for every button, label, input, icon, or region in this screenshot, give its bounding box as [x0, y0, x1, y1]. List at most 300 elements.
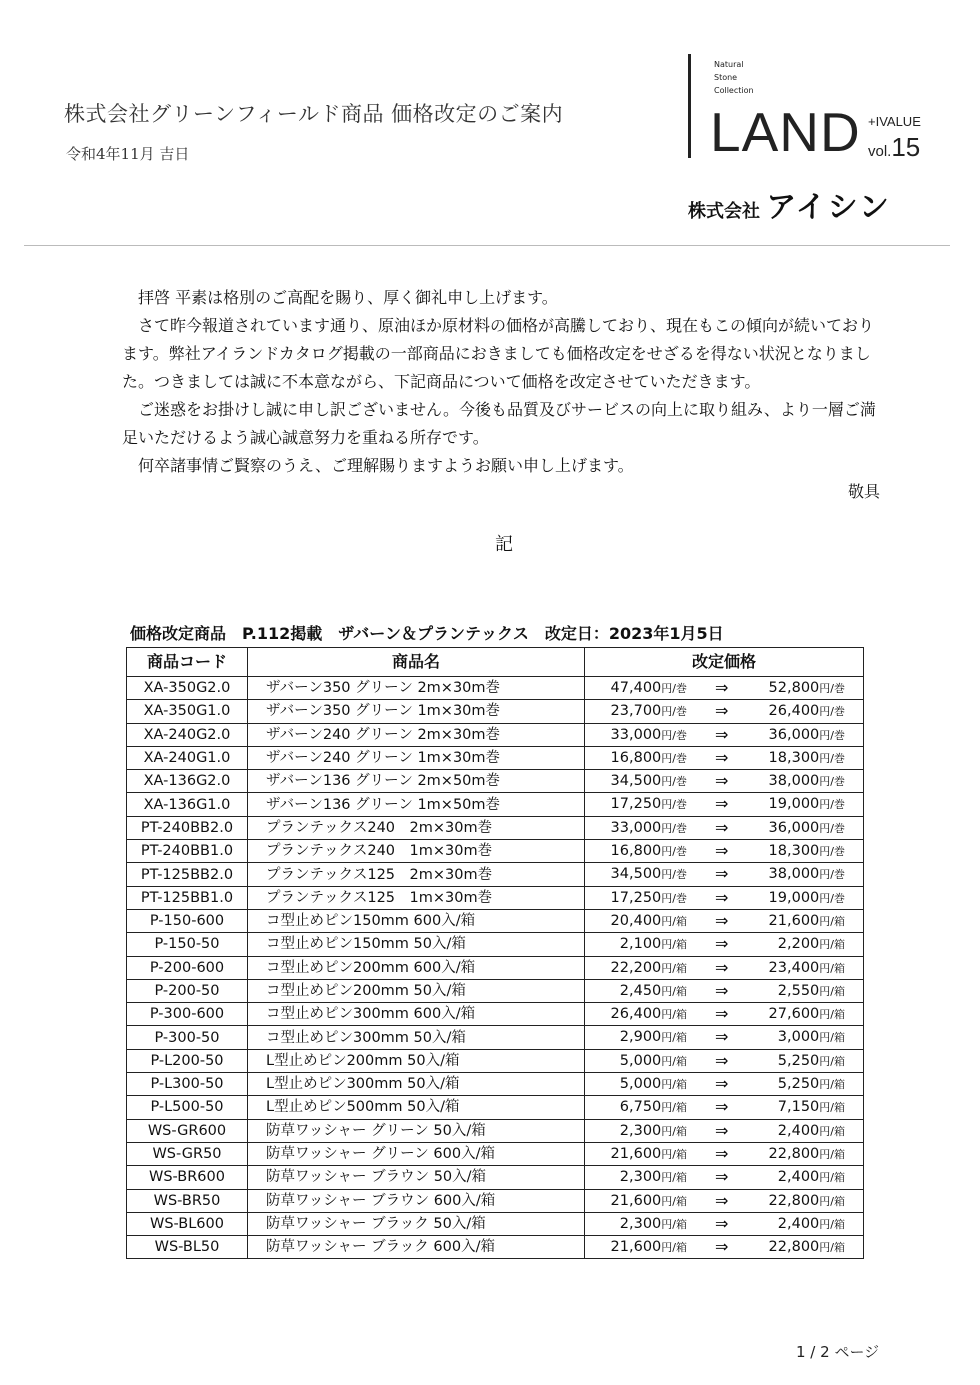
old-price — [611, 840, 687, 863]
header-divider — [24, 245, 950, 246]
old-price-value: 33,000 — [610, 819, 662, 836]
logo-vol-number: 15 — [891, 132, 921, 162]
new-price-value: 5,250 — [777, 1052, 820, 1069]
product-name: コ型止めピン300mm 50入/箱 — [248, 1026, 585, 1049]
new-price — [769, 887, 845, 910]
price-unit: 円/巻 — [819, 798, 845, 812]
table-row — [127, 700, 864, 723]
table-header-row — [127, 648, 864, 677]
price-unit: 円/箱 — [661, 1171, 687, 1185]
product-name: ザバーン350 グリーン 1m×30m巻 — [248, 700, 585, 723]
old-price-value: 2,900 — [619, 1029, 662, 1046]
new-price — [778, 1026, 845, 1049]
product-code: WS-GR50 — [127, 1142, 248, 1165]
arrow-icon: ⇒ — [715, 864, 729, 884]
new-price — [769, 747, 845, 770]
table-row — [127, 677, 864, 700]
price-cell — [585, 1049, 864, 1072]
old-price-value: 2,300 — [619, 1122, 662, 1139]
price-unit: 円/巻 — [661, 775, 687, 789]
price-unit: 円/箱 — [819, 1171, 845, 1185]
price-cell — [585, 816, 864, 839]
product-code: WS-BL600 — [127, 1212, 248, 1235]
price-cell — [585, 886, 864, 909]
price-unit: 円/箱 — [661, 1217, 687, 1231]
price-unit: 円/巻 — [661, 751, 687, 765]
new-price-value: 23,400 — [768, 959, 820, 976]
product-name: プランテックス240 2m×30m巻 — [248, 816, 585, 839]
arrow-icon: ⇒ — [715, 1004, 729, 1024]
old-price-value: 2,450 — [619, 982, 662, 999]
old-price-value: 21,600 — [610, 1145, 662, 1162]
price-cell — [585, 863, 864, 886]
new-price-value: 38,000 — [768, 773, 820, 790]
price-cell — [585, 1096, 864, 1119]
new-price — [769, 677, 845, 700]
letter-paragraph: ご迷惑をお掛けし誠に申し訳ございません。今後も品質及びサービスの向上に取り組み、より一層ご満足いただけるよう誠心誠意努力を重ねる所存です。 — [122, 400, 876, 447]
price-cell — [585, 1073, 864, 1096]
logo-tagline — [714, 58, 754, 97]
new-price — [778, 933, 845, 956]
price-unit: 円/箱 — [819, 1124, 845, 1138]
company-prefix: 株式会社 — [688, 201, 760, 222]
table-row — [127, 979, 864, 1002]
island-logo — [686, 52, 936, 225]
new-price-value: 18,300 — [768, 843, 820, 860]
product-code: XA-240G1.0 — [127, 746, 248, 769]
product-code: WS-BR600 — [127, 1166, 248, 1189]
table-row — [127, 1166, 864, 1189]
price-cell — [585, 1212, 864, 1235]
new-price — [769, 793, 845, 816]
logo-stone: Stone — [714, 73, 738, 82]
price-unit: 円/箱 — [661, 984, 687, 998]
letter-paragraph: 何卒諸事情ご賢察のうえ、ご理解賜りますようお願い申し上げます。 — [138, 456, 634, 475]
table-row — [127, 956, 864, 979]
arrow-icon: ⇒ — [715, 934, 729, 954]
old-price — [620, 1096, 687, 1119]
arrow-icon: ⇒ — [715, 887, 729, 907]
price-unit: 円/箱 — [661, 1054, 687, 1068]
old-price — [620, 980, 687, 1003]
logo-land: LAND — [710, 101, 861, 163]
new-price-value: 52,800 — [768, 680, 820, 696]
price-unit: 円/巻 — [661, 845, 687, 859]
old-price-value: 2,100 — [619, 936, 662, 953]
new-price-value: 36,000 — [768, 726, 820, 743]
new-price — [778, 1120, 845, 1143]
arrow-icon: ⇒ — [715, 771, 729, 791]
table-row — [127, 770, 864, 793]
old-price — [611, 1236, 687, 1259]
arrow-icon: ⇒ — [715, 724, 729, 744]
new-price-value: 26,400 — [768, 703, 820, 720]
new-price — [769, 1143, 845, 1166]
price-unit: 円/箱 — [661, 1147, 687, 1161]
price-cell — [585, 1189, 864, 1212]
price-cell — [585, 1003, 864, 1026]
table-row — [127, 863, 864, 886]
product-name: プランテックス125 1m×30m巻 — [248, 886, 585, 909]
product-code: XA-350G1.0 — [127, 700, 248, 723]
product-code: XA-350G2.0 — [127, 677, 248, 700]
price-unit: 円/箱 — [661, 1031, 687, 1045]
product-code: PT-240BB2.0 — [127, 816, 248, 839]
arrow-icon: ⇒ — [715, 678, 729, 697]
table-row — [127, 886, 864, 909]
price-unit: 円/箱 — [661, 1241, 687, 1255]
price-unit: 円/箱 — [661, 1194, 687, 1208]
arrow-icon: ⇒ — [715, 910, 729, 930]
new-price — [769, 863, 845, 886]
product-code: XA-136G1.0 — [127, 793, 248, 816]
arrow-icon: ⇒ — [715, 1143, 729, 1163]
old-price — [611, 817, 687, 840]
old-price-value: 20,400 — [610, 912, 662, 929]
new-price-value: 36,000 — [768, 819, 820, 836]
table-row — [127, 1119, 864, 1142]
arrow-icon: ⇒ — [715, 1213, 729, 1233]
table-row — [127, 1096, 864, 1119]
price-unit: 円/巻 — [819, 728, 845, 742]
arrow-icon: ⇒ — [715, 1074, 729, 1094]
new-price-value: 2,550 — [777, 982, 820, 999]
product-code: P-150-50 — [127, 933, 248, 956]
price-unit: 円/箱 — [819, 1054, 845, 1068]
old-price — [611, 677, 687, 700]
price-unit: 円/箱 — [819, 1194, 845, 1208]
product-code: P-L500-50 — [127, 1096, 248, 1119]
new-price-value: 19,000 — [768, 889, 820, 906]
logo-vol-prefix: vol. — [868, 143, 892, 160]
new-price-value: 5,250 — [777, 1076, 820, 1093]
new-price — [769, 1190, 845, 1213]
old-price-value: 2,300 — [619, 1215, 662, 1232]
arrow-icon: ⇒ — [715, 1190, 729, 1210]
price-unit: 円/箱 — [819, 1031, 845, 1045]
product-code: WS-GR600 — [127, 1119, 248, 1142]
new-price — [778, 980, 845, 1003]
new-price — [769, 910, 845, 933]
table-row — [127, 816, 864, 839]
old-price — [611, 1003, 687, 1026]
table-row — [127, 1236, 864, 1259]
price-unit: 円/箱 — [819, 1078, 845, 1092]
table-row — [127, 1026, 864, 1049]
old-price — [611, 747, 687, 770]
price-cell — [585, 770, 864, 793]
new-price-value: 21,600 — [768, 912, 820, 929]
product-name: L型止めピン200mm 50入/箱 — [248, 1049, 585, 1072]
price-unit: 円/巻 — [819, 682, 845, 695]
logo-plus-value: +IVALUE — [868, 114, 921, 129]
arrow-icon: ⇒ — [715, 1027, 729, 1047]
new-price — [778, 1096, 845, 1119]
table-row — [127, 1142, 864, 1165]
price-cell — [585, 1166, 864, 1189]
price-cell — [585, 723, 864, 746]
price-unit: 円/巻 — [661, 798, 687, 812]
old-price — [611, 700, 687, 723]
price-cell — [585, 979, 864, 1002]
old-price — [620, 1026, 687, 1049]
price-unit: 円/巻 — [661, 728, 687, 742]
product-name: プランテックス240 1m×30m巻 — [248, 840, 585, 863]
old-price — [620, 1166, 687, 1189]
old-price-value: 17,250 — [610, 796, 662, 813]
price-cell — [585, 700, 864, 723]
product-code: PT-125BB1.0 — [127, 886, 248, 909]
product-name: 防草ワッシャー ブラック 600入/箱 — [248, 1236, 585, 1259]
new-price — [778, 1166, 845, 1189]
price-unit: 円/巻 — [661, 821, 687, 835]
letter-greeting: 拝啓 平素は格別のご高配を賜り、厚く御礼申し上げます。 — [138, 288, 558, 307]
product-name: コ型止めピン150mm 600入/箱 — [248, 909, 585, 932]
price-unit: 円/箱 — [819, 1241, 845, 1255]
new-price — [769, 770, 845, 793]
logo-bar — [688, 54, 691, 158]
table-row — [127, 840, 864, 863]
table-row — [127, 793, 864, 816]
product-name: コ型止めピン150mm 50入/箱 — [248, 933, 585, 956]
old-price-value: 21,600 — [610, 1239, 662, 1256]
old-price-value: 33,000 — [610, 726, 662, 743]
product-code: XA-240G2.0 — [127, 723, 248, 746]
product-name: ザバーン240 グリーン 2m×30m巻 — [248, 723, 585, 746]
price-unit: 円/箱 — [661, 914, 687, 928]
old-price — [611, 724, 687, 747]
arrow-icon: ⇒ — [715, 1097, 729, 1117]
table-row — [127, 1212, 864, 1235]
page-number: 1 / 2 ページ — [796, 1343, 880, 1361]
product-code: P-200-600 — [127, 956, 248, 979]
price-unit: 円/箱 — [819, 1101, 845, 1115]
arrow-icon: ⇒ — [715, 701, 729, 721]
company-name: アイシン — [766, 190, 891, 225]
product-code: PT-240BB1.0 — [127, 840, 248, 863]
arrow-icon: ⇒ — [715, 957, 729, 977]
old-price-value: 17,250 — [610, 889, 662, 906]
price-cell — [585, 746, 864, 769]
price-unit: 円/巻 — [661, 705, 687, 719]
price-unit: 円/巻 — [819, 891, 845, 905]
old-price — [611, 770, 687, 793]
old-price-value: 21,600 — [610, 1192, 662, 1209]
old-price-value: 6,750 — [619, 1099, 662, 1116]
product-name: L型止めピン500mm 50入/箱 — [248, 1096, 585, 1119]
price-cell — [585, 1142, 864, 1165]
product-code: WS-BR50 — [127, 1189, 248, 1212]
letter-paragraph: さて昨今報道されています通り、原油ほか原材料の価格が高騰しており、現在もこの傾向が続いております。弊社アイランドカタログ掲載の一部商品におきましても価格改定をせざるを得ない状況となりました。つきましては誠に不本意ながら、下記商品について価格を改定させていただきます。 — [122, 316, 875, 391]
old-price — [620, 1213, 687, 1236]
new-price — [769, 840, 845, 863]
price-unit: 円/巻 — [819, 751, 845, 765]
price-unit: 円/箱 — [819, 938, 845, 952]
price-unit: 円/箱 — [661, 938, 687, 952]
product-name: 防草ワッシャー グリーン 600入/箱 — [248, 1142, 585, 1165]
product-code: P-200-50 — [127, 979, 248, 1002]
old-price — [611, 910, 687, 933]
old-price — [611, 863, 687, 886]
price-unit: 円/巻 — [819, 775, 845, 789]
price-unit: 円/箱 — [819, 961, 845, 975]
new-price — [769, 724, 845, 747]
old-price — [611, 1143, 687, 1166]
product-name: 防草ワッシャー ブラウン 50入/箱 — [248, 1166, 585, 1189]
table-row — [127, 1049, 864, 1072]
product-code: P-150-600 — [127, 909, 248, 932]
product-name: ザバーン136 グリーン 2m×50m巻 — [248, 770, 585, 793]
price-unit: 円/巻 — [819, 821, 845, 835]
product-code: WS-BL50 — [127, 1236, 248, 1259]
price-cell — [585, 909, 864, 932]
letter-body — [122, 284, 884, 480]
price-unit: 円/箱 — [819, 914, 845, 928]
old-price-value: 34,500 — [610, 866, 662, 883]
product-code: P-L200-50 — [127, 1049, 248, 1072]
old-price-value: 47,400 — [610, 680, 662, 696]
price-unit: 円/箱 — [661, 961, 687, 975]
price-cell — [585, 933, 864, 956]
new-price-value: 2,400 — [777, 1215, 820, 1232]
arrow-icon: ⇒ — [715, 841, 729, 861]
price-unit: 円/箱 — [661, 1008, 687, 1022]
price-table — [126, 647, 864, 1259]
logo-collection: Collection — [714, 86, 754, 95]
header-price: 改定価格 — [585, 648, 864, 677]
new-price-value: 2,200 — [777, 936, 820, 953]
price-unit: 円/箱 — [819, 984, 845, 998]
price-cell — [585, 1236, 864, 1259]
price-unit: 円/巻 — [661, 682, 687, 695]
product-name: L型止めピン300mm 50入/箱 — [248, 1073, 585, 1096]
arrow-icon: ⇒ — [715, 1237, 729, 1257]
product-name: コ型止めピン200mm 600入/箱 — [248, 956, 585, 979]
new-price-value: 2,400 — [777, 1122, 820, 1139]
product-name: 防草ワッシャー グリーン 50入/箱 — [248, 1119, 585, 1142]
arrow-icon: ⇒ — [715, 1167, 729, 1187]
table-row — [127, 933, 864, 956]
new-price-value: 38,000 — [768, 866, 820, 883]
new-price-value: 22,800 — [768, 1145, 820, 1162]
table-row — [127, 723, 864, 746]
ki-heading: 記 — [495, 534, 513, 555]
old-price-value: 16,800 — [610, 749, 662, 766]
new-price — [769, 817, 845, 840]
new-price-value: 22,800 — [768, 1239, 820, 1256]
new-price-value: 22,800 — [768, 1192, 820, 1209]
new-price-value: 19,000 — [768, 796, 820, 813]
product-code: XA-136G2.0 — [127, 770, 248, 793]
page-title: 株式会社グリーンフィールド商品 価格改定のご案内 — [64, 102, 564, 126]
arrow-icon: ⇒ — [715, 817, 729, 837]
old-price — [611, 957, 687, 980]
new-price — [778, 1073, 845, 1096]
new-price-value: 3,000 — [777, 1029, 820, 1046]
price-unit: 円/巻 — [819, 845, 845, 859]
new-price-value: 27,600 — [768, 1006, 820, 1023]
logo-volume — [868, 132, 920, 163]
price-unit: 円/巻 — [661, 868, 687, 882]
new-price-value: 2,400 — [777, 1169, 820, 1186]
new-price — [769, 1236, 845, 1259]
new-price — [769, 957, 845, 980]
new-price — [769, 700, 845, 723]
letter-closing: 敬具 — [847, 482, 880, 501]
price-unit: 円/箱 — [661, 1124, 687, 1138]
price-cell — [585, 840, 864, 863]
old-price-value: 26,400 — [610, 1006, 662, 1023]
arrow-icon: ⇒ — [715, 1120, 729, 1140]
price-unit: 円/箱 — [661, 1078, 687, 1092]
product-name: ザバーン240 グリーン 1m×30m巻 — [248, 746, 585, 769]
price-cell — [585, 1119, 864, 1142]
product-name: ザバーン136 グリーン 1m×50m巻 — [248, 793, 585, 816]
header-code: 商品コード — [127, 648, 248, 677]
header-name: 商品名 — [248, 648, 585, 677]
product-name: プランテックス125 2m×30m巻 — [248, 863, 585, 886]
price-cell — [585, 793, 864, 816]
logo-natural: Natural — [714, 60, 744, 69]
old-price — [620, 1120, 687, 1143]
product-name: 防草ワッシャー ブラウン 600入/箱 — [248, 1189, 585, 1212]
arrow-icon: ⇒ — [715, 794, 729, 814]
arrow-icon: ⇒ — [715, 747, 729, 767]
new-price — [778, 1213, 845, 1236]
price-unit: 円/箱 — [819, 1008, 845, 1022]
arrow-icon: ⇒ — [715, 1050, 729, 1070]
price-unit: 円/箱 — [661, 1101, 687, 1115]
product-name: ザバーン350 グリーン 2m×30m巻 — [248, 677, 585, 700]
old-price-value: 34,500 — [610, 773, 662, 790]
old-price-value: 5,000 — [619, 1076, 662, 1093]
table-row — [127, 1189, 864, 1212]
price-cell — [585, 677, 864, 700]
old-price-value: 16,800 — [610, 843, 662, 860]
price-unit: 円/巻 — [819, 705, 845, 719]
table-row — [127, 909, 864, 932]
product-code: PT-125BB2.0 — [127, 863, 248, 886]
table-row — [127, 1003, 864, 1026]
old-price-value: 2,300 — [619, 1169, 662, 1186]
new-price-value: 18,300 — [768, 749, 820, 766]
arrow-icon: ⇒ — [715, 980, 729, 1000]
old-price-value: 23,700 — [610, 703, 662, 720]
product-name: コ型止めピン300mm 600入/箱 — [248, 1003, 585, 1026]
old-price — [620, 1050, 687, 1073]
new-price-value: 7,150 — [777, 1099, 820, 1116]
old-price — [620, 933, 687, 956]
table-row — [127, 1073, 864, 1096]
old-price — [611, 887, 687, 910]
old-price-value: 22,200 — [610, 959, 662, 976]
issue-date: 令和4年11月 吉日 — [66, 145, 190, 163]
old-price — [611, 793, 687, 816]
price-cell — [585, 956, 864, 979]
product-code: P-300-600 — [127, 1003, 248, 1026]
new-price — [769, 1003, 845, 1026]
product-code: P-300-50 — [127, 1026, 248, 1049]
old-price — [611, 1190, 687, 1213]
table-row — [127, 746, 864, 769]
product-name: 防草ワッシャー ブラック 50入/箱 — [248, 1212, 585, 1235]
price-unit: 円/箱 — [819, 1217, 845, 1231]
price-unit: 円/巻 — [819, 868, 845, 882]
price-unit: 円/箱 — [819, 1147, 845, 1161]
price-unit: 円/巻 — [661, 891, 687, 905]
old-price — [620, 1073, 687, 1096]
old-price-value: 5,000 — [619, 1052, 662, 1069]
